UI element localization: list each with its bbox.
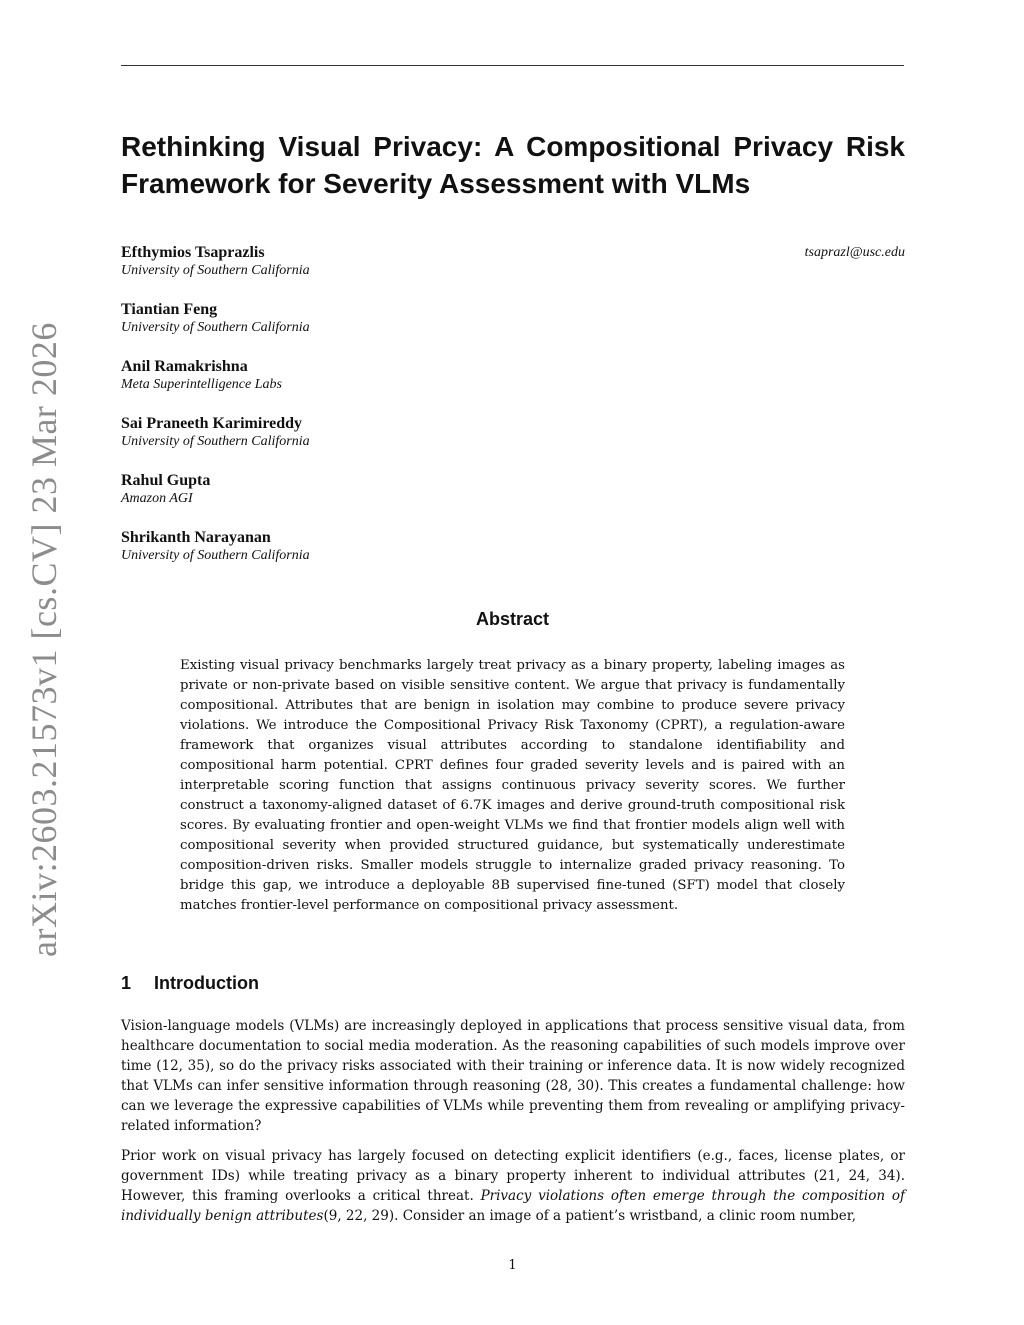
intro-paragraph-2 — [121, 1146, 905, 1226]
author-block — [121, 528, 905, 585]
title-line-1: Rethinking Visual Privacy: A Compositional Privacy Risk — [121, 131, 905, 162]
top-rule — [121, 65, 904, 66]
section-title: Introduction — [154, 973, 259, 993]
author-email[interactable]: tsaprazl@usc.edu — [804, 245, 905, 260]
author-affiliation: University of Southern California — [121, 548, 310, 563]
intro-paragraph-2-emphasis: Privacy violations often emerge through the composition of individually benign attributes — [121, 1188, 905, 1224]
paper-title — [121, 128, 905, 202]
section-number: 1 — [121, 973, 132, 993]
author-name: Sai Praneeth Karimireddy — [121, 415, 303, 432]
author-affiliation: Amazon AGI — [121, 491, 193, 506]
abstract-heading: Abstract — [475, 609, 550, 629]
title-line-2: Framework for Severity Assessment with VLMs — [121, 168, 751, 199]
intro-paragraph-1: Vision-language models (VLMs) are increasingly deployed in applications that process sensitive visual data, from healthcare documentation to social media moderation. As the reasoning capabilities of such models improve over time (12, 35), so do the privacy risks associated with their training or inference data. It is now widely recognized that VLMs can infer sensitive information through reasoning (28, 30). This creates a fundamental challenge: how can we leverage the expressive capabilities of VLMs while preventing them from revealing or amplifying privacy-related information? — [121, 1018, 905, 1134]
author-block — [121, 471, 905, 528]
author-name: Efthymios Tsaprazlis — [121, 244, 265, 261]
author-affiliation: Meta Superintelligence Labs — [121, 377, 282, 392]
author-name: Tiantian Feng — [121, 301, 218, 318]
page-number: 1 — [508, 1258, 517, 1273]
author-block — [121, 300, 905, 357]
author-affiliation: University of Southern California — [121, 263, 310, 278]
intro-paragraph-2-start: Prior work on visual privacy has largely focused on detecting explicit identifiers (e.g., faces, license plates, or government IDs) while treating privacy as a binary property inherent to individual attributes (21, 24, 34). However, this framing overlooks a critical threat. — [121, 1148, 905, 1204]
author-affiliation: University of Southern California — [121, 434, 310, 449]
section-heading-introduction — [121, 972, 259, 994]
author-name: Rahul Gupta — [121, 472, 211, 489]
author-block — [121, 357, 905, 414]
author-block — [121, 243, 905, 300]
abstract-text: Existing visual privacy benchmarks largely treat privacy as a binary property, labeling images as private or non-private based on visible sensitive content. We argue that privacy is fundamentally compositional. Attributes that are benign in isolation may combine to produce severe privacy violations. We introduce the Compositional Privacy Risk Taxonomy (CPRT), a regulation-aware framework that organizes visual attributes according to standalone identifiability and compositional harm potential. CPRT defines four graded severity levels and is paired with an interpretable scoring function that assigns continuous privacy severity scores. We further construct a taxonomy-aligned dataset of 6.7K images and derive ground-truth compositional risk scores. By evaluating frontier and open-weight VLMs we find that frontier models align well with compositional severity when provided structured guidance, but systematically underestimate composition-driven risks. Smaller models struggle to internalize graded privacy reasoning. To bridge this gap, we introduce a deployable 8B supervised fine-tuned (SFT) model that closely matches frontier-level performance on compositional privacy assessment. — [180, 658, 845, 913]
author-block — [121, 414, 905, 471]
author-name: Anil Ramakrishna — [121, 358, 248, 375]
author-name: Shrikanth Narayanan — [121, 529, 271, 546]
arxiv-identifier-stamp: arXiv:2603.21573v1 [cs.CV] 23 Mar 2026 — [24, 322, 64, 957]
author-list — [121, 243, 905, 585]
intro-paragraph-2-end: (9, 22, 29). Consider an image of a patient’s wristband, a clinic room number, — [323, 1208, 856, 1224]
author-affiliation: University of Southern California — [121, 320, 310, 335]
